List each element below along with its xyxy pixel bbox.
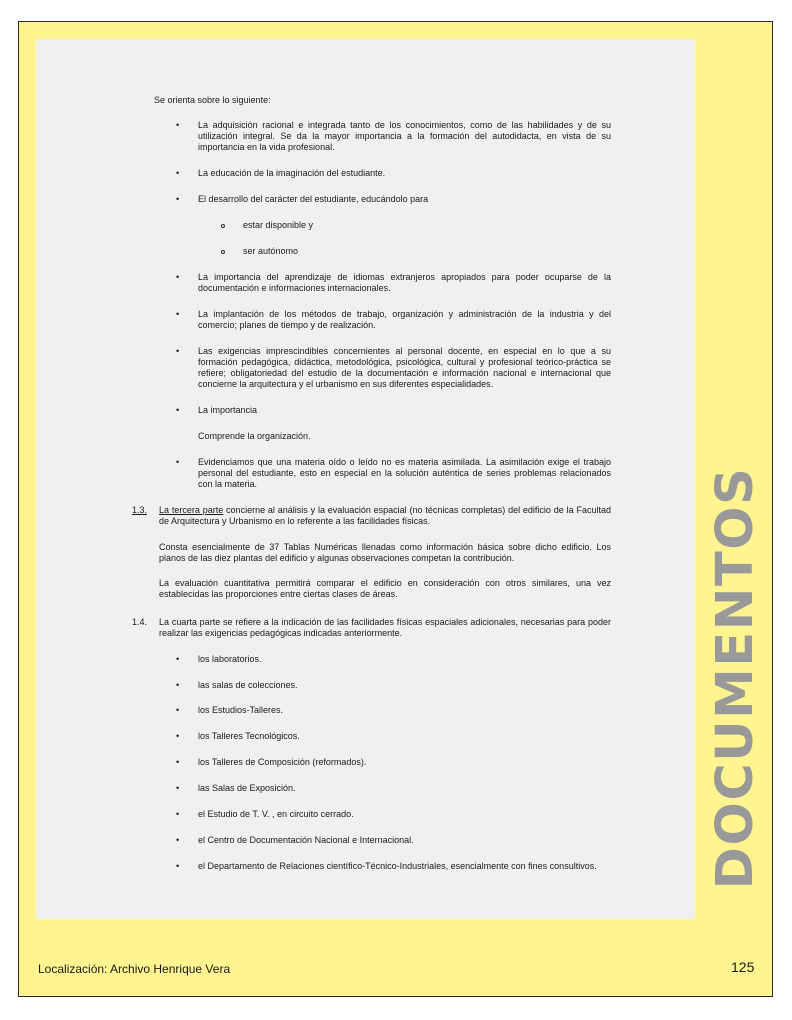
circle-bullet: [221, 224, 225, 228]
intro-text: Se orienta sobre lo siguiente:: [154, 95, 271, 105]
side-title: DOCUMENTOS: [706, 466, 765, 890]
bullet: •: [176, 731, 180, 741]
list-item: los Talleres Tecnológicos.: [198, 731, 300, 741]
bullet: •: [176, 168, 180, 178]
list-item: La adquisición racional e integrada tanto de los conocimientos, como de las habilidades y de su utilización integral. Se da la mayor importancia a la formación del autodidacta, en vista de su importancia en la vida profesional.: [198, 120, 611, 152]
list-item: las Salas de Exposición.: [198, 783, 296, 793]
bullet: •: [176, 809, 180, 819]
section-13-text: [159, 505, 611, 527]
bullet: •: [176, 405, 180, 415]
bullet: •: [176, 861, 180, 871]
bullet: •: [176, 309, 180, 319]
section-13-paragraph: Consta esencialmente de 37 Tablas Numéricas llenadas como información básica sobre dicho edificio. Los planos de las diez plantas del edificio y algunas observaciones competan la contribución.: [159, 542, 611, 563]
section-13-underlined: La tercera parte: [159, 505, 224, 515]
bullet: •: [176, 346, 180, 356]
bullet: •: [176, 194, 180, 204]
bullet: •: [176, 705, 180, 715]
bullet: •: [176, 272, 180, 282]
list-item: La educación de la imaginación del estudiante.: [198, 168, 386, 178]
list-item: el Centro de Documentación Nacional e Internacional.: [198, 835, 414, 845]
list-item: el Estudio de T. V. , en circuito cerrado.: [198, 809, 354, 819]
list-item: Evidenciamos que una materia oído o leído no es materia asimilada. La asimilación exige el trabajo personal del estudiante, esto en especial en la solución auténtica de series problemas relacionados con la materia.: [198, 457, 611, 489]
page-number: 125: [731, 959, 755, 975]
list-item: los Talleres de Composición (reformados).: [198, 757, 367, 767]
footer-location: Localización: Archivo Henrique Vera: [38, 962, 231, 976]
section-number: 1.3.: [132, 505, 148, 515]
list-item: las salas de colecciones.: [198, 680, 298, 690]
list-item: La importancia del aprendizaje de idiomas extranjeros apropiados para poder ocuparse de la documentación e informaciones internacionales.: [198, 272, 611, 293]
bullet: •: [176, 783, 180, 793]
bullet: •: [176, 835, 180, 845]
bullet: •: [176, 757, 180, 767]
bullet: •: [176, 120, 180, 130]
list-item: los Estudios-Talleres.: [198, 705, 284, 715]
list-item: La implantación de los métodos de trabajo, organización y administración de la industria y del comercio; planes de tiempo y de realización.: [198, 309, 611, 330]
section-14-text: La cuarta parte se refiere a la indicación de las facilidades físicas espaciales adicionales, necesarias para poder realizar las exigencias pedagógicas indicadas anteriormente.: [159, 617, 611, 638]
organization-note: Comprende la organización.: [198, 431, 311, 441]
list-item: La importancia: [198, 405, 258, 415]
sub-list-item: ser autónomo: [243, 246, 299, 256]
list-item: los laboratorios.: [198, 654, 262, 664]
section-number: 1.4.: [132, 617, 148, 627]
list-item: Las exigencias imprescindibles concernientes al personal docente, en especial en lo que a su formación pedagógica, didáctica, metodológica, psicológica, cultural y profesional teórico-práctica se refiere; obligatoriedad del estudio de la documentación e información nacional e internacional que concierne la arquitectura y el urbanismo en sus diferentes especialidades.: [198, 346, 611, 389]
list-item: el Departamento de Relaciones científico-Técnico-Industriales, esencialmente con fines consultivos.: [198, 861, 597, 871]
sub-list-item: estar disponible y: [243, 220, 314, 230]
list-item: El desarrollo del carácter del estudiante, educándolo para: [198, 194, 429, 204]
bullet: •: [176, 457, 180, 467]
bullet: •: [176, 654, 180, 664]
circle-bullet: [221, 250, 225, 254]
section-13-paragraph: La evaluación cuantitativa permitirá comparar el edificio en consideración con otros similares, una vez establecidas las proporciones entre ciertas clases de áreas.: [159, 578, 611, 599]
bullet: •: [176, 680, 180, 690]
section-13-body: concierne al análisis y la evaluación espacial (no técnicas completas) del edificio de la Facultad de Arquitectura y Urbanismo en lo referente a las facilidades físicas.: [159, 505, 611, 526]
